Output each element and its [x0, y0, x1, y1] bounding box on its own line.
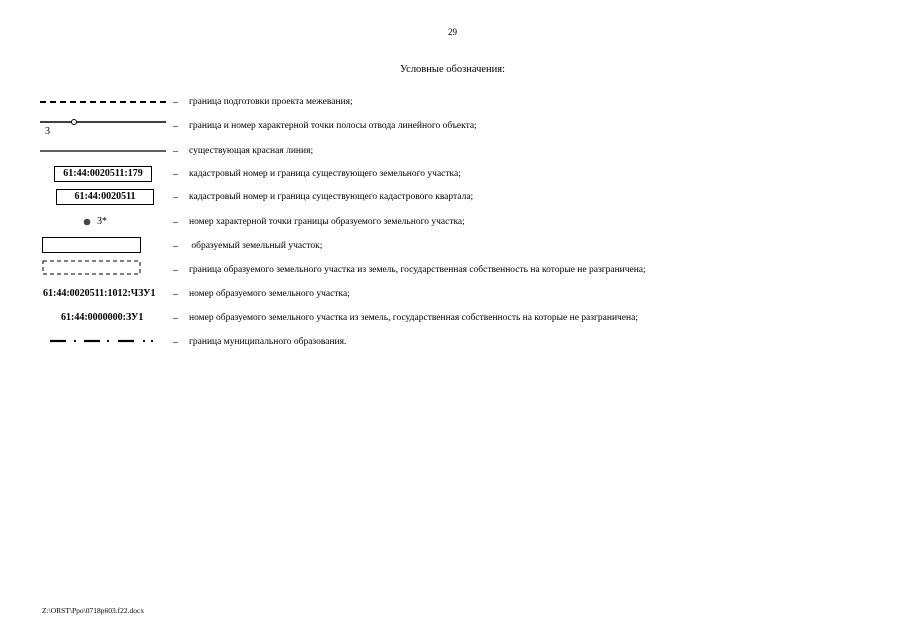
- legend-description: номер образуемого земельного участка из земель, государственная собственность на которые не разграничена;: [189, 313, 638, 323]
- line-with-point-symbol: [34, 118, 170, 138]
- solid-line-symbol: [34, 143, 170, 163]
- legend-row-3: [0, 143, 905, 163]
- line-with-point-icon: [34, 118, 170, 138]
- legend-dash: –: [173, 169, 178, 180]
- legend-description: существующая красная линия;: [189, 146, 314, 156]
- legend-dash: –: [173, 217, 178, 228]
- dash-dot-line-symbol: [34, 334, 170, 354]
- legend-dash: –: [173, 313, 178, 324]
- legend-title-text: Условные обозначения:: [399, 64, 505, 75]
- legend-dash: –: [173, 337, 178, 348]
- legend-description: граница образуемого земельного участка из земель, государственная собственность на которые не разграничена;: [189, 265, 646, 275]
- legend-title: [0, 64, 905, 75]
- dashed-box-symbol: [34, 262, 170, 282]
- bold-label-symbol: [28, 286, 164, 306]
- legend-row-1: [0, 94, 905, 114]
- legend-row-10: [0, 310, 905, 330]
- legend-description: номер характерной точки границы образуемого земельного участка;: [189, 217, 465, 227]
- legend-row-11: [0, 334, 905, 354]
- legend-dash: –: [173, 265, 178, 276]
- legend-dash: –: [173, 97, 178, 108]
- dashed-box-icon: [42, 260, 152, 276]
- point-number-label: 3: [45, 126, 50, 137]
- solid-line-icon: [34, 143, 170, 163]
- cadastral-plot-box: 61:44:0020511:179: [54, 166, 152, 182]
- legend-dash: –: [173, 192, 178, 203]
- legend-dash: –: [173, 121, 178, 132]
- legend-description: кадастровый номер и граница существующего кадастрового квартала;: [189, 192, 474, 202]
- legend-description: номер образуемого земельного участка;: [189, 289, 350, 299]
- point-label: 3*: [97, 216, 107, 227]
- legend-dash: –: [173, 146, 178, 157]
- legend-dash: –: [173, 289, 178, 300]
- legend-row-7: [0, 238, 905, 258]
- cadastral-quarter-box: 61:44:0020511: [56, 189, 154, 205]
- page-number: 29: [448, 27, 457, 37]
- state-plot-number-label: 61:44:0000000:ЗУ1: [61, 312, 144, 323]
- legend-description: кадастровый номер и граница существующего земельного участка;: [189, 169, 461, 179]
- bold-label-symbol: [34, 310, 170, 330]
- legend-row-5: [0, 189, 905, 209]
- legend-row-9: [0, 286, 905, 306]
- dashed-line-symbol: [34, 94, 170, 114]
- dashed-line-icon: [34, 94, 170, 114]
- point-symbol: [34, 214, 170, 234]
- legend-dash: –: [173, 241, 178, 252]
- legend-row-2: [0, 118, 905, 138]
- legend-description: граница подготовки проекта межевания;: [189, 97, 353, 107]
- footer-file-path: Z:\ORST\Ppo\0718p603.f22.docx: [42, 606, 145, 615]
- dash-dot-line-icon: [34, 334, 170, 354]
- legend-row-4: [0, 166, 905, 186]
- formed-plot-number-label: 61:44:0020511:1012:ЧЗУ1: [43, 288, 156, 299]
- legend-row-8: [0, 262, 905, 282]
- boxed-label-symbol: [34, 189, 170, 209]
- point-icon: [82, 217, 94, 229]
- legend-row-6: [0, 214, 905, 234]
- legend-description: граница и номер характерной точки полосы отвода линейного объекта;: [189, 121, 477, 131]
- empty-box-symbol: [34, 238, 170, 258]
- formed-plot-box: [42, 237, 141, 253]
- boxed-label-symbol: [34, 166, 170, 186]
- legend-description: граница муниципального образования.: [189, 337, 347, 347]
- legend-description: образуемый земельный участок;: [189, 241, 323, 251]
